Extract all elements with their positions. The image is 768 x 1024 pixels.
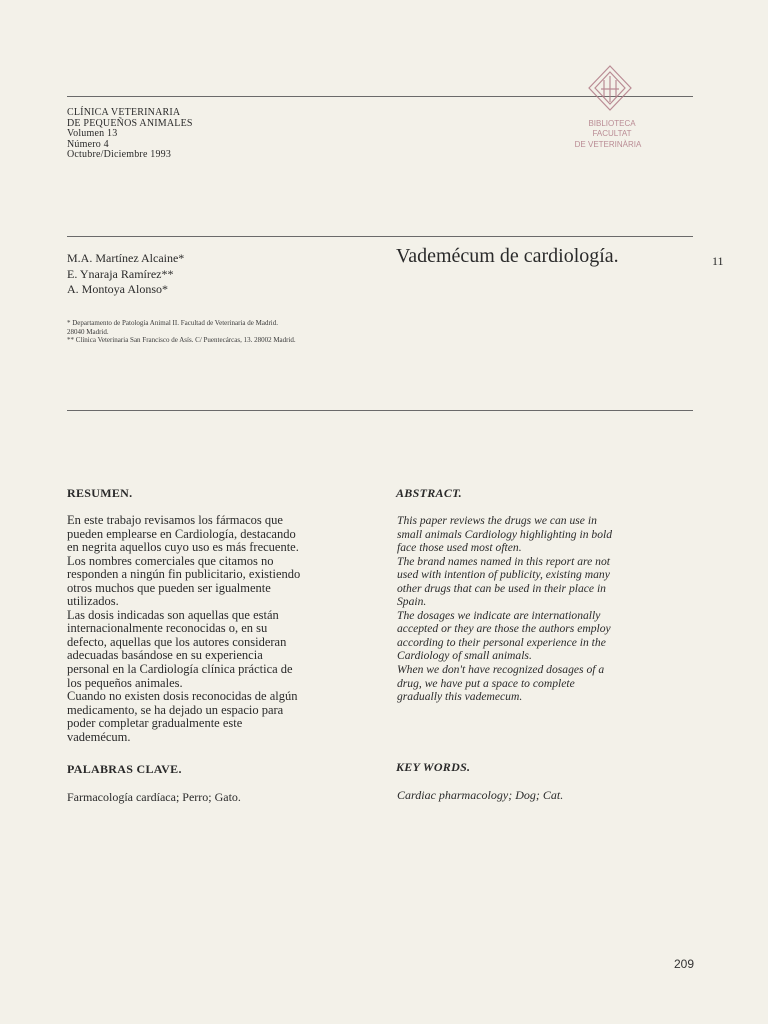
abstract-line: according to their personal experience in the: [397, 635, 606, 649]
body-rule: [67, 410, 693, 411]
abstract-line: other drugs that can be used in their place in: [397, 581, 606, 595]
resumen-line: utilizados.: [67, 594, 119, 609]
resumen-heading: RESUMEN.: [67, 486, 133, 500]
resumen-line: pueden emplearse en Cardiología, destacando: [67, 526, 296, 541]
key-words-text: Cardiac pharmacology; Dog; Cat.: [397, 788, 564, 802]
abstract-line: drug, we have put a space to complete: [397, 676, 575, 690]
resumen-line: defecto, aquellas que los autores consideran: [67, 634, 287, 649]
abstract-text: [397, 514, 612, 704]
library-stamp-icon: [565, 62, 655, 162]
abstract-line: face those used most often.: [397, 541, 522, 555]
abstract-line: Cardiology of small animals.: [397, 649, 532, 663]
key-words-heading: KEY WORDS.: [396, 760, 471, 774]
resumen-line: otros muchos que pueden ser igualmente: [67, 580, 271, 595]
resumen-line: Las dosis indicadas son aquellas que están: [67, 607, 279, 622]
journal-line: Volumen 13: [67, 128, 118, 139]
resumen-line: responden a ningún fin publicitario, existiendo: [67, 567, 301, 582]
abstract-line: Spain.: [397, 595, 427, 609]
section-number: 11: [712, 254, 724, 268]
resumen-text: [67, 514, 300, 744]
resumen-line: vademécum.: [67, 729, 131, 744]
abstract-line: When we don't have recognized dosages of a: [397, 663, 605, 677]
author-list: [67, 251, 184, 298]
resumen-line: personal en la Cardiología clínica práctica de: [67, 662, 293, 677]
author: A. Montoya Alonso*: [67, 282, 169, 296]
author: E. Ynaraja Ramírez**: [67, 266, 174, 281]
abstract-line: The brand names named in this report are not: [397, 554, 610, 568]
abstract-line: small animals Cardiology highlighting in bold: [397, 527, 613, 541]
resumen-line: medicamento, se ha dejado un espacio para: [67, 702, 284, 717]
journal-line: Octubre/Diciembre 1993: [67, 149, 172, 160]
article-title: Vademécum de cardiología.: [396, 245, 619, 267]
resumen-line: Cuando no existen dosis reconocidas de algún: [67, 689, 298, 704]
affiliation-line: 28040 Madrid.: [67, 327, 109, 336]
abstract-line: This paper reviews the drugs we can use in: [397, 514, 597, 527]
abstract-heading: ABSTRACT.: [396, 486, 462, 500]
resumen-line: internacionalmente reconocidas o, en su: [67, 621, 268, 636]
resumen-line: poder completar gradualmente este: [67, 716, 243, 731]
affiliation-line: * Departamento de Patología Animal II. Facultad de Veterinaria de Madrid.: [67, 319, 278, 327]
resumen-line: adecuadas basándose en su experiencia: [67, 648, 263, 663]
resumen-line: los pequeños animales.: [67, 675, 183, 690]
stamp-line: BIBLIOTECA: [588, 119, 636, 128]
palabras-clave-heading: PALABRAS CLAVE.: [67, 762, 182, 776]
resumen-line: Los nombres comerciales que citamos no: [67, 553, 274, 568]
abstract-line: The dosages we indicate are internationally: [397, 608, 601, 622]
abstract-line: gradually this vademecum.: [397, 690, 523, 704]
affiliation-line: ** Clínica Veterinaria San Francisco de Asís. C/ Puentecárcas, 13. 28002 Madrid.: [67, 336, 296, 345]
journal-info: [67, 108, 193, 161]
affiliations: [67, 319, 296, 345]
resumen-line: En este trabajo revisamos los fármacos que: [67, 513, 283, 527]
journal-line: DE PEQUEÑOS ANIMALES: [67, 117, 193, 129]
journal-line: Número 4: [67, 138, 109, 150]
resumen-line: en negrita aquellos cuyo uso es más frecuente.: [67, 540, 299, 555]
stamp-line: FACULTAT: [592, 129, 632, 138]
abstract-line: used with intention of publicity, existing many: [397, 568, 610, 582]
abstract-line: accepted or they are those the authors employ: [397, 622, 611, 636]
stamp-line: DE VETERINÀRIA: [574, 140, 642, 149]
page-number: 209: [674, 957, 695, 971]
journal-line: CLÍNICA VETERINARIA: [67, 107, 181, 118]
author: M.A. Martínez Alcaine*: [67, 251, 185, 265]
palabras-clave-text: Farmacología cardíaca; Perro; Gato.: [67, 790, 241, 804]
title-rule: [67, 236, 693, 237]
